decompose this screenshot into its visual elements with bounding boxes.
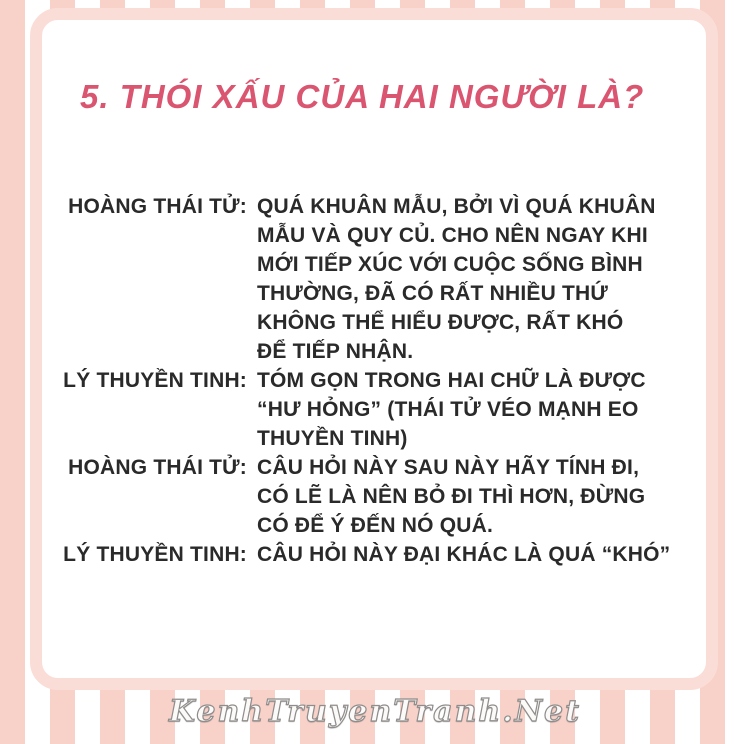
dialogue-entry [42,453,706,540]
speaker-label: HOÀNG THÁI TỬ: [68,456,247,479]
dialogue-list [42,192,706,569]
speaker-label: HOÀNG THÁI TỬ: [68,195,247,218]
dialogue-line: MẪU VÀ QUY CỦ. CHO NÊN NGAY KHI [257,224,648,247]
dialogue-line: KHÔNG THỂ HIỂU ĐƯỢC, RẤT KHÓ [257,311,624,334]
watermark: KenhTruyenTranh.Net [168,694,582,729]
dialogue-line: TÓM GỌN TRONG HAI CHỮ LÀ ĐƯỢC [257,369,646,392]
dialogue-line: CÂU HỎI NÀY SAU NÀY HÃY TÍNH ĐI, [257,456,640,479]
speaker-label: LÝ THUYỀN TINH: [63,369,247,392]
dialogue-entry [42,366,706,453]
dialogue-lines [247,192,656,366]
dialogue-line: “HƯ HỎNG” (THÁI TỬ VÉO MẠNH EO [257,398,639,421]
dialogue-line: CÂU HỎI NÀY ĐẠI KHÁC LÀ QUÁ “KHÓ” [257,543,671,566]
dialogue-entry [42,540,706,569]
dialogue-line: MỚI TIẾP XÚC VỚI CUỘC SỐNG BÌNH [257,253,643,276]
dialogue-line: QUÁ KHUÂN MẪU, BỞI VÌ QUÁ KHUÂN [257,195,656,218]
dialogue-line: THƯỜNG, ĐÃ CÓ RẤT NHIỀU THỨ [257,282,608,305]
dialogue-line: CÓ LẼ LÀ NÊN BỎ ĐI THÌ HƠN, ĐỪNG [257,485,646,508]
speaker-label: LÝ THUYỀN TINH: [63,543,247,566]
dialogue-lines [247,453,645,540]
dialogue-line: THUYỀN TINH) [257,427,408,450]
dialogue-line: CÓ ĐỂ Ý ĐẾN NÓ QUÁ. [257,514,493,537]
dialogue-line: ĐỂ TIẾP NHẬN. [257,340,414,363]
page-title: 5. THÓI XẤU CỦA HAI NGƯỜI LÀ? [80,78,645,115]
dialogue-lines [247,366,646,453]
dialogue-lines [247,540,670,569]
dialogue-entry [42,192,706,366]
content-card [30,8,718,690]
